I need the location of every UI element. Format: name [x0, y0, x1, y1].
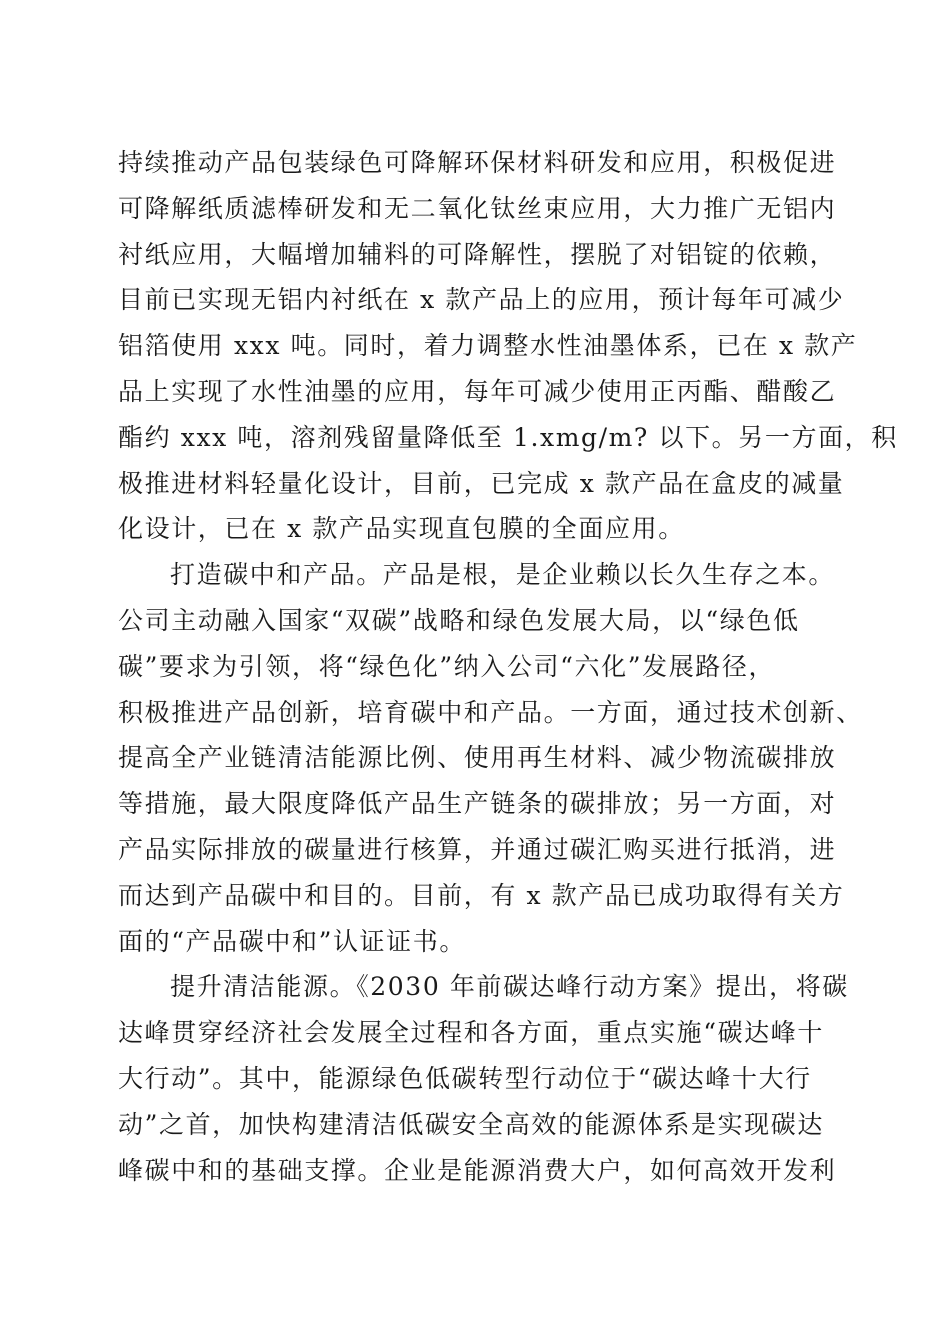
- text-line: 积极推进产品创新，培育碳中和产品。一方面，通过技术创新、: [118, 697, 863, 727]
- text-line: 极推进材料轻量化设计，目前，已完成 x 款产品在盒皮的减量: [118, 468, 845, 498]
- text-line: 峰碳中和的基础支撑。企业是能源消费大户，如何高效开发利: [118, 1155, 837, 1185]
- text-line: 达峰贯穿经济社会发展全过程和各方面，重点实施“碳达峰十: [118, 1018, 824, 1048]
- text-line: 可降解纸质滤棒研发和无二氧化钛丝束应用，大力推广无铝内: [118, 193, 837, 223]
- text-line: 而达到产品碳中和目的。目前，有 x 款产品已成功取得有关方: [118, 880, 845, 910]
- text-line: 酯约 xxx 吨，溶剂残留量降低至 1.xmg/m? 以下。另一方面，积: [118, 422, 898, 452]
- text-line: 动”之首，加快构建清洁低碳安全高效的能源体系是实现碳达: [118, 1109, 824, 1139]
- text-line: 等措施，最大限度降低产品生产链条的碳排放；另一方面，对: [118, 789, 837, 819]
- text-line: 提高全产业链清洁能源比例、使用再生材料、减少物流碳排放: [118, 743, 837, 773]
- body-text: [118, 140, 898, 1193]
- text-line: 铝箔使用 xxx 吨。同时，着力调整水性油墨体系，已在 x 款产: [118, 331, 858, 361]
- text-line: 面的“产品碳中和”认证证书。: [118, 926, 466, 956]
- text-line: 目前已实现无铝内衬纸在 x 款产品上的应用，预计每年可减少: [118, 285, 845, 315]
- text-line: 持续推动产品包装绿色可降解环保材料研发和应用，积极促进: [118, 148, 837, 177]
- text-line: 衬纸应用，大幅增加辅料的可降解性，摆脱了对铝锭的依赖，: [118, 239, 837, 269]
- text-line: 大行动”。其中，能源绿色低碳转型行动位于“碳达峰十大行: [118, 1063, 812, 1093]
- text-line: 品上实现了水性油墨的应用，每年可减少使用正丙酯、醋酸乙: [118, 376, 837, 406]
- text-line: 碳”要求为引领，将“绿色化”纳入公司“六化”发展路径，: [118, 651, 776, 681]
- text-line: 公司主动融入国家“双碳”战略和绿色发展大局，以“绿色低: [118, 605, 800, 635]
- paragraph-start-line: 打造碳中和产品。产品是根，是企业赖以长久生存之本。: [170, 560, 836, 590]
- paragraph-start-line: 提升清洁能源。《2030 年前碳达峰行动方案》提出，将碳: [170, 972, 849, 1002]
- text-line: 产品实际排放的碳量进行核算，并通过碳汇购买进行抵消，进: [118, 834, 837, 864]
- text-line: 化设计，已在 x 款产品实现直包膜的全面应用。: [118, 514, 685, 544]
